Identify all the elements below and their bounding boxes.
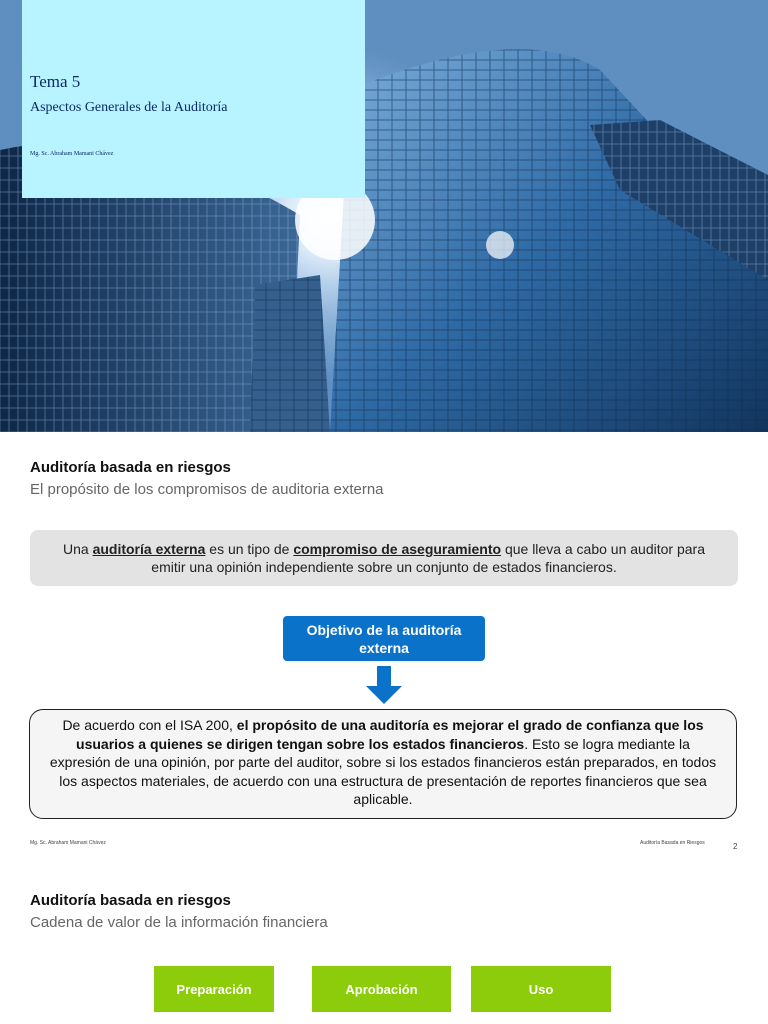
down-arrow-icon: [366, 666, 402, 704]
cover-title: Tema 5: [30, 72, 81, 91]
page-number: 2: [733, 842, 738, 851]
definition-text: [54, 540, 714, 576]
cover-title-box: [22, 0, 365, 198]
purpose-box: [29, 709, 737, 819]
definition-text-part: que lleva a cabo un auditor para emitir una opinión independiente sobre un conjunto de estados financieros.: [151, 541, 705, 575]
footer-author: Mg. Sc. Abraham Mamani Chávez: [30, 840, 106, 846]
step-aprobacion: Aprobación: [312, 966, 451, 1012]
objective-box: Objetivo de la auditoría externa: [283, 616, 485, 661]
slide-2-subtitle: El propósito de los compromisos de auditoria externa: [30, 481, 384, 498]
definition-box: [30, 530, 738, 586]
slide-3-title: Auditoría basada en riesgos: [30, 892, 231, 909]
step-preparacion: Preparación: [154, 966, 274, 1012]
footer-topic: Auditoría Basada en Riesgos: [640, 840, 705, 846]
definition-term-assurance: compromiso de aseguramiento: [293, 541, 502, 557]
slide-3: [0, 864, 768, 1024]
step-uso: Uso: [471, 966, 611, 1012]
cover-slide: [0, 0, 768, 432]
purpose-text-bold: el propósito de una auditoría es mejorar el grado de confianza que los usuarios a quienes se dirigen tengan sobre los estados financieros: [76, 717, 704, 752]
definition-text-part: es un tipo de: [205, 541, 294, 557]
purpose-text-part: . Esto se logra mediante la expresión de una opinión, por parte del auditor, sobre si los estados financieros están preparados, en todos los aspectos materiales, de acuerdo con una estructura de presentación de reportes financieros que sea aplicable.: [49, 735, 717, 807]
cover-author: Mg. Sc. Abraham Mamani Chávez: [30, 151, 114, 157]
slide-2: [0, 432, 768, 864]
definition-text-part: Una: [62, 541, 93, 557]
definition-term-external-audit: auditoría externa: [92, 541, 206, 557]
cover-subtitle: Aspectos Generales de la Auditoría: [30, 100, 228, 115]
slide-2-title: Auditoría basada en riesgos: [30, 459, 231, 476]
purpose-text-part: De acuerdo con el ISA 200,: [62, 717, 237, 733]
slide-3-subtitle: Cadena de valor de la información financiera: [30, 914, 328, 931]
